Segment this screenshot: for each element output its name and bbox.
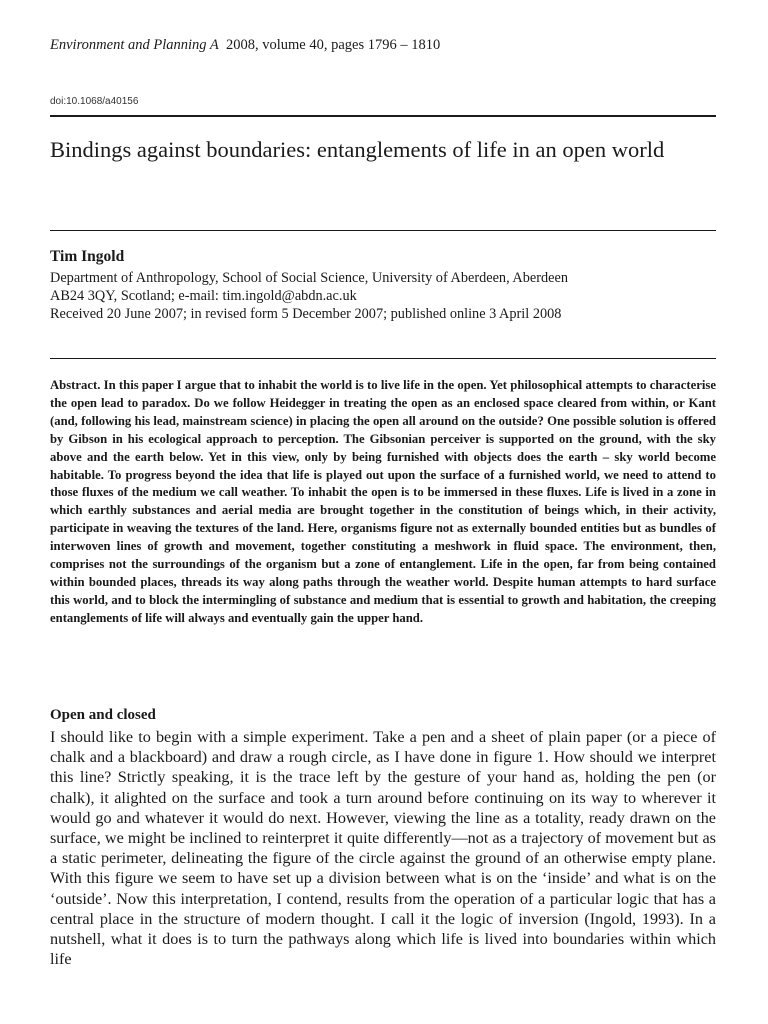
received-dates: Received 20 June 2007; in revised form 5 December 2007; published online 3 April 2008 — [50, 306, 562, 322]
article-title: Bindings against boundaries: entanglements of life in an open world — [50, 137, 665, 162]
affiliation-line: AB24 3QY, Scotland; e-mail: tim.ingold@abdn.ac.uk — [50, 288, 357, 304]
section-heading: Open and closed — [50, 707, 156, 723]
affiliation-line: Department of Anthropology, School of Social Science, University of Aberdeen, Aberdeen — [50, 270, 568, 286]
author-name: Tim Ingold — [50, 248, 125, 265]
body-paragraph: I should like to begin with a simple experiment. Take a pen and a sheet of plain paper (or a piece of chalk and a blackboard) and draw a rough circle, as I have done in figure 1. How should we interpret this line? Strictly speaking, it is the trace left by the gesture of your hand as, holding the pen (or chalk), it alighted on the surface and took a turn around before continuing on its way to wherever it would go and whatever it would do next. However, viewing the line as a totality, ready drawn on the surface, we might be inclined to reinterpret it quite differently—not as a trajectory of movement but as a static perimeter, delineating the figure of the circle against the ground of an otherwise empty plane. With this figure we seem to have set up a division between what is on the ‘inside’ and what is on the ‘outside’. Now this interpretation, I contend, results from the operation of a particular logic that has a central place in the structure of modern thought. I call it the logic of inversion (Ingold, 1993). In a nutshell, what it does is to turn the pathways along which life is lived into boundaries within which life — [50, 728, 716, 969]
journal-name: Environment and Planning A — [50, 37, 219, 53]
top-rule — [50, 115, 716, 117]
doi: doi:10.1068/a40156 — [50, 96, 139, 107]
abstract-rule — [50, 358, 716, 359]
abstract-label: Abstract. — [50, 378, 101, 392]
author-affiliation — [50, 269, 716, 323]
abstract-text: In this paper I argue that to inhabit the world is to live life in the open. Yet philosophical attempts to characterise the open lead to paradox. Do we follow Heidegger in treating the open as an enclosed space cleared from within, or Kant (and, following his lead, mainstream science) in placing the open all around on the outside? One possible solution is offered by Gibson in his ecological approach to perception. The Gibsonian perceiver is supported on the ground, with the sky above and the earth below. Yet in this view, only by being furnished with objects does the earth – sky world become habitable. To progress beyond the idea that life is played out upon the surface of a furnished world, we need to attend to those fluxes of the medium we call weather. To inhabit the open is to be immersed in these fluxes. Life is lived in a zone in which earthly substances and aerial media are brought together in the constitution of beings which, in their activity, participate in weaving the textures of the land. Here, organisms figure not as externally bounded entities but as bundles of interwoven lines of growth and movement, together constituting a meshwork in fluid space. The environment, then, comprises not the surroundings of the organism but a zone of entanglement. Life in the open, far from being contained within bounded places, threads its way along paths through the weather world. Despite human attempts to hard surface this world, and to block the intermingling of substance and medium that is essential to growth and habitation, the creeping entanglements of life will always and eventually gain the upper hand. — [50, 378, 716, 625]
journal-details: 2008, volume 40, pages 1796 – 1810 — [226, 37, 441, 53]
abstract — [50, 377, 716, 628]
title-rule — [50, 230, 716, 231]
journal-citation — [50, 37, 440, 54]
